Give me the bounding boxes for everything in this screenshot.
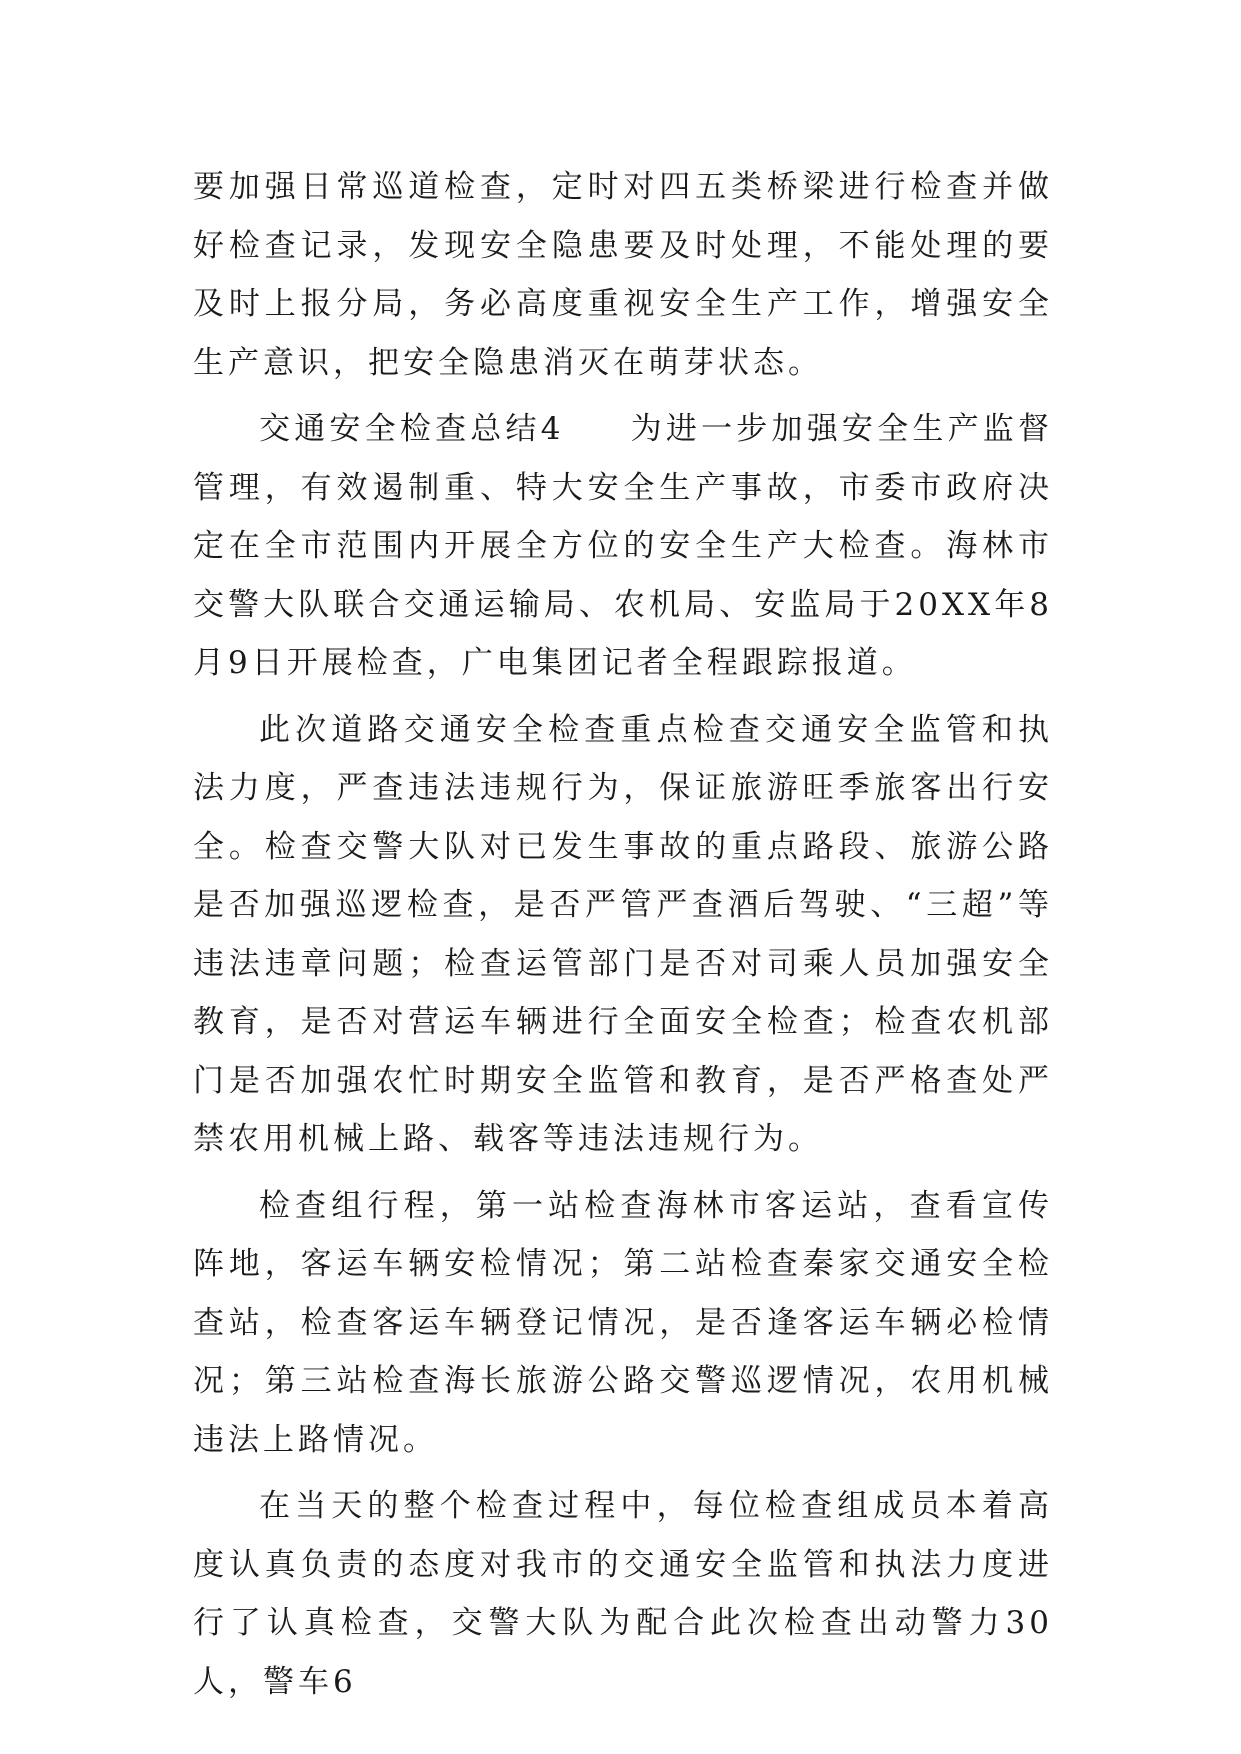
paragraph-4 — [193, 1177, 1053, 1470]
paragraph-1-text: 要加强日常巡道检查，定时对四五类桥梁进行检查并做好检查记录，发现安全隐患要及时处理，不能处理的要及时上报分局，务必高度重视安全生产工作，增强安全生产意识，把安全隐患消灭在萌芽状态。 — [193, 169, 1053, 381]
paragraph-2 — [193, 400, 1053, 693]
paragraph-5-text: 在当天的整个检查过程中，每位检查组成员本着高度认真负责的态度对我市的交通安全监管和执法力度进行了认真检查，交警大队为配合此次检查出动警力30人，警车6 — [193, 1488, 1053, 1700]
paragraph-3 — [193, 701, 1053, 1169]
paragraph-5 — [193, 1477, 1053, 1711]
paragraph-3-text: 此次道路交通安全检查重点检查交通安全监管和执法力度，严查违法违规行为，保证旅游旺季旅客出行安全。检查交警大队对已发生事故的重点路段、旅游公路是否加强巡逻检查，是否严管严查酒后驾驶、“三超”等违法违章问题；检查运管部门是否对司乘人员加强安全教育，是否对营运车辆进行全面安全检查；检查农机部门是否加强农忙时期安全监管和教育，是否严格查处严禁农用机械上路、载客等违法违规行为。 — [193, 711, 1053, 1157]
paragraph-4-text: 检查组行程，第一站检查海林市客运站，查看宣传阵地，客运车辆安检情况；第二站检查秦家交通安全检查站，检查客运车辆登记情况，是否逢客运车辆必检情况；第三站检查海长旅游公路交警巡逻情况，农用机械违法上路情况。 — [193, 1187, 1053, 1458]
paragraph-1 — [193, 158, 1053, 392]
section-heading: 交通安全检查总结4 — [259, 411, 565, 447]
paragraph-2-text: 为进一步加强安全生产监督管理，有效遏制重、特大安全生产事故，市委市政府决定在全市范围内开展全方位的安全生产大检查。海林市交警大队联合交通运输局、农机局、安监局于20XX年8月9日开展检查，广电集团记者全程跟踪报道。 — [193, 411, 1053, 681]
document-body — [193, 158, 1053, 1711]
